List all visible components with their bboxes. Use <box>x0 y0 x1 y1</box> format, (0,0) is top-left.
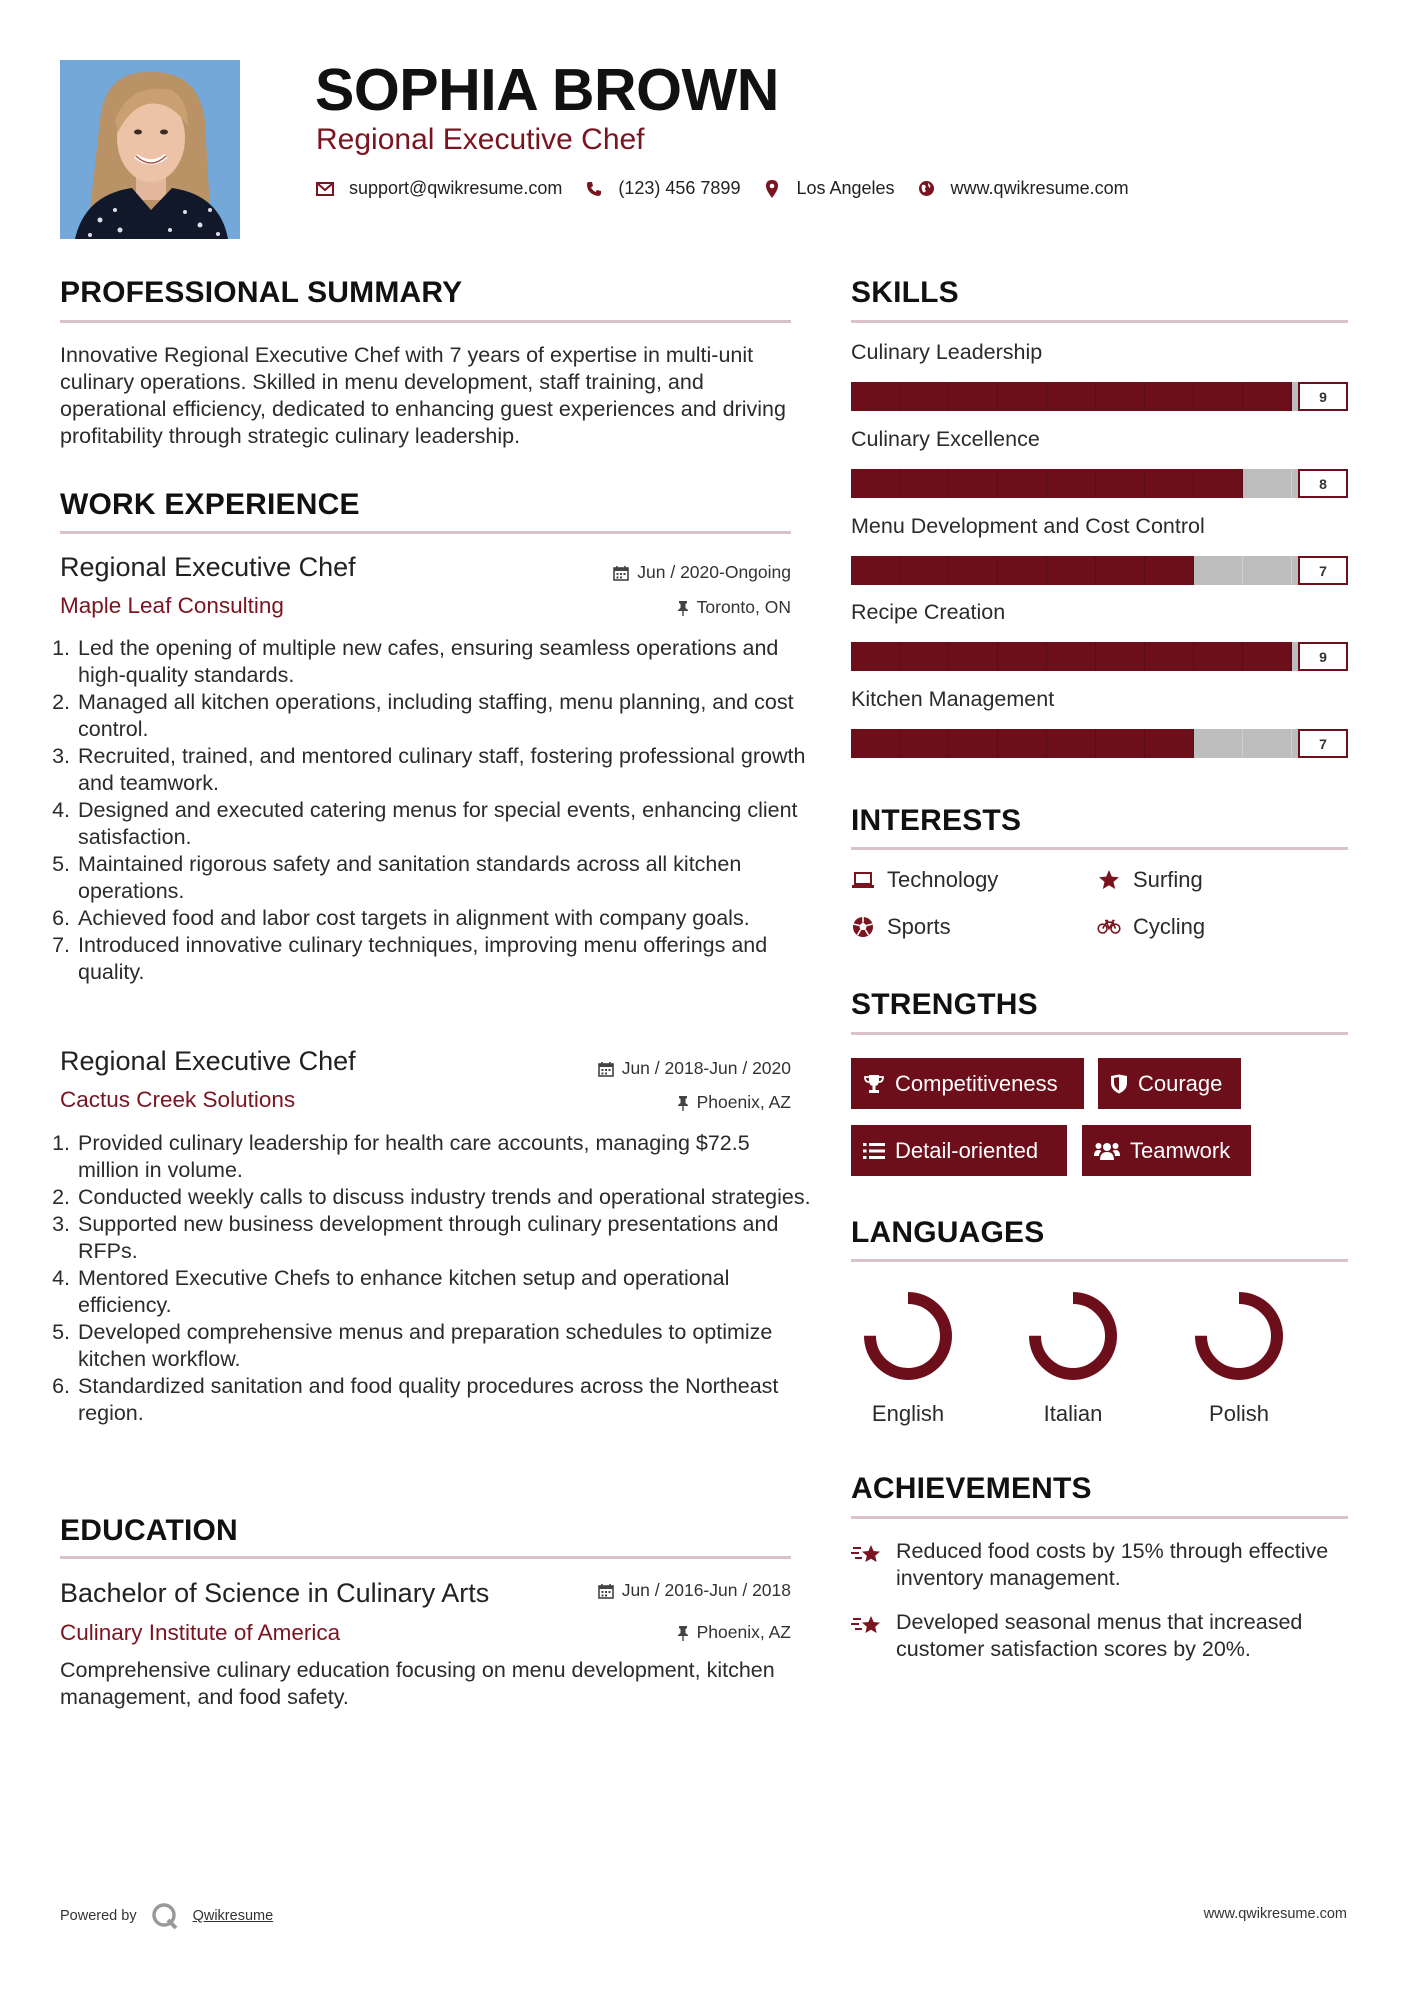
list-icon <box>863 1142 885 1160</box>
education-dates <box>598 1580 791 1601</box>
skill-segment-filled <box>998 382 1047 411</box>
website-text: www.qwikresume.com <box>950 178 1129 198</box>
languages-divider <box>851 1259 1348 1262</box>
language-proficiency-ring <box>1189 1286 1289 1386</box>
list-item: 4. Mentored Executive Chefs to enhance kitchen setup and operational efficiency. <box>76 1265 811 1319</box>
skill-label: Culinary Excellence <box>851 427 1040 451</box>
powered-by-label: Powered by <box>60 1908 137 1924</box>
job-dates-text: Jun / 2020-Ongoing <box>637 562 791 582</box>
skill-label: Kitchen Management <box>851 687 1055 711</box>
skill-segment-filled <box>949 642 998 671</box>
phone-icon <box>584 179 604 199</box>
list-item: 1. Led the opening of multiple new cafes, ensuring seamless operations and high-quality standards. <box>76 635 811 689</box>
skills-heading: SKILLS <box>851 276 959 309</box>
strengths-divider <box>851 1032 1348 1035</box>
skill-segment-filled <box>1145 556 1194 585</box>
language-proficiency-ring <box>858 1286 958 1386</box>
footer-website[interactable]: www.qwikresume.com <box>1203 1906 1347 1922</box>
interest-item <box>851 867 998 893</box>
list-item: 6. Achieved food and labor cost targets in alignment with company goals. <box>76 905 811 932</box>
languages-heading: LANGUAGES <box>851 1216 1045 1249</box>
job-company: Cactus Creek Solutions <box>60 1087 296 1112</box>
skill-segment-filled <box>851 729 900 758</box>
skill-segment-empty <box>1243 729 1292 758</box>
skill-segment-filled <box>998 469 1047 498</box>
strength-chip <box>851 1058 1084 1109</box>
achievement-text: Developed seasonal menus that increased customer satisfaction scores by 20%. <box>896 1610 1303 1661</box>
education-heading: EDUCATION <box>60 1514 238 1547</box>
skill-segment-filled <box>900 556 949 585</box>
contact-location <box>762 178 894 199</box>
achievement-item <box>851 1538 1348 1592</box>
skill-segment-filled <box>1194 642 1243 671</box>
skill-score: 9 <box>1298 642 1348 671</box>
skill-bar <box>851 642 1341 671</box>
skills-divider <box>851 320 1348 323</box>
users-icon <box>1094 1141 1120 1161</box>
strength-chip <box>851 1125 1067 1176</box>
list-item: 1. Provided culinary leadership for health care accounts, managing $72.5 million in volume. <box>76 1130 811 1184</box>
calendar-icon <box>598 1583 614 1599</box>
skill-segment-empty <box>1243 469 1292 498</box>
map-pin-icon <box>762 179 782 199</box>
skill-segment-filled <box>1096 556 1145 585</box>
skill-segment-filled <box>1047 469 1096 498</box>
trophy-icon <box>863 1074 885 1094</box>
job-dates <box>598 1058 791 1079</box>
achievement-text: Reduced food costs by 15% through effective inventory management. <box>896 1539 1329 1590</box>
interest-item <box>1097 914 1205 940</box>
language-label: Polish <box>1209 1401 1269 1426</box>
job-bullet-list <box>57 635 811 986</box>
language-item <box>1013 1286 1133 1427</box>
interest-label: Cycling <box>1133 914 1206 939</box>
list-item: 2. Managed all kitchen operations, including staffing, menu planning, and cost control. <box>76 689 811 743</box>
interest-item <box>851 914 951 940</box>
candidate-name: SOPHIA BROWN <box>315 57 779 123</box>
skill-segment-filled <box>998 642 1047 671</box>
skill-bar <box>851 729 1341 758</box>
skill-segment-filled <box>1243 642 1292 671</box>
skill-segment-filled <box>949 382 998 411</box>
list-item: 2. Conducted weekly calls to discuss industry trends and operational strategies. <box>76 1184 811 1211</box>
shooting-star-icon <box>851 1613 885 1642</box>
job-title: Regional Executive Chef <box>60 552 356 582</box>
skill-segment-filled <box>1145 642 1194 671</box>
pushpin-icon <box>677 1625 689 1641</box>
achievements-heading: ACHIEVEMENTS <box>851 1472 1092 1505</box>
skill-segment-filled <box>949 556 998 585</box>
skill-bar <box>851 382 1341 411</box>
skill-segment-empty <box>1194 556 1243 585</box>
skill-segment-filled <box>998 729 1047 758</box>
skill-segment-filled <box>900 382 949 411</box>
interests-divider <box>851 847 1348 850</box>
list-item: 5. Maintained rigorous safety and sanitation standards across all kitchen operations. <box>76 851 811 905</box>
language-level-arc <box>1035 1298 1111 1374</box>
school-name: Culinary Institute of America <box>60 1620 341 1645</box>
contact-website[interactable] <box>917 178 1129 199</box>
skill-segment-filled <box>851 642 900 671</box>
skill-segment-filled <box>1194 382 1243 411</box>
phone-text: (123) 456 7899 <box>618 178 741 198</box>
skill-segment-filled <box>1047 382 1096 411</box>
language-item <box>848 1286 968 1427</box>
summary-text: Innovative Regional Executive Chef with 7 years of expertise in multi-unit culinary operations. Skilled in menu development, staff training, and operational efficiency, dedicated to enhancing guest experiences and driving profitability through strategic culinary leadership. <box>60 343 786 448</box>
skill-segment-filled <box>1096 469 1145 498</box>
job-location-text: Toronto, ON <box>696 597 791 617</box>
email-text: support@qwikresume.com <box>349 178 563 198</box>
laptop-icon <box>851 869 875 891</box>
calendar-icon <box>613 565 629 581</box>
strengths-heading: STRENGTHS <box>851 988 1038 1021</box>
job-bullet-list <box>57 1130 811 1427</box>
qwikresume-logo-icon <box>151 1902 179 1930</box>
bicycle-icon <box>1097 916 1121 938</box>
job-location <box>677 597 791 618</box>
skill-score: 9 <box>1298 382 1348 411</box>
interest-label: Sports <box>887 914 951 939</box>
qwikresume-link[interactable]: Qwikresume <box>192 1908 274 1924</box>
profile-photo <box>60 60 240 239</box>
soccer-ball-icon <box>851 916 875 938</box>
skill-label: Recipe Creation <box>851 600 1006 624</box>
language-level-arc <box>870 1298 946 1374</box>
list-item: 3. Supported new business development through culinary presentations and RFPs. <box>76 1211 811 1265</box>
skill-score: 7 <box>1298 729 1348 758</box>
envelope-icon <box>315 179 335 199</box>
pushpin-icon <box>677 1095 689 1111</box>
summary-divider <box>60 320 791 323</box>
contact-bar <box>315 178 1151 199</box>
shield-icon <box>1110 1074 1128 1094</box>
interest-label: Surfing <box>1133 867 1203 892</box>
strength-chip <box>1082 1125 1251 1176</box>
calendar-icon <box>598 1061 614 1077</box>
language-label: Italian <box>1043 1401 1103 1426</box>
job-location-text: Phoenix, AZ <box>696 1092 791 1112</box>
skill-segment-filled <box>1194 469 1243 498</box>
contact-phone[interactable] <box>584 178 740 199</box>
list-item: 3. Recruited, trained, and mentored culinary staff, fostering professional growth and teamwork. <box>76 743 811 797</box>
interests-heading: INTERESTS <box>851 804 1022 837</box>
contact-email[interactable] <box>315 178 562 199</box>
pushpin-icon <box>677 600 689 616</box>
skill-segment-filled <box>900 729 949 758</box>
skill-segment-filled <box>1145 382 1194 411</box>
skill-score: 8 <box>1298 469 1348 498</box>
skill-segment-filled <box>1047 556 1096 585</box>
skill-segment-empty <box>1194 729 1243 758</box>
skill-segment-filled <box>998 556 1047 585</box>
strength-label: Courage <box>1138 1070 1223 1096</box>
job-dates-text: Jun / 2018-Jun / 2020 <box>621 1058 791 1078</box>
candidate-title: Regional Executive Chef <box>316 123 645 156</box>
list-item: 6. Standardized sanitation and food quality procedures across the Northeast region. <box>76 1373 811 1427</box>
interest-item <box>1097 867 1203 893</box>
strength-label: Detail-oriented <box>895 1137 1039 1163</box>
skill-segment-filled <box>851 382 900 411</box>
strength-chip <box>1098 1058 1241 1109</box>
skill-segment-filled <box>949 469 998 498</box>
list-item: 7. Introduced innovative culinary techniques, improving menu offerings and quality. <box>76 932 811 986</box>
star-icon <box>1097 869 1121 891</box>
education-location <box>677 1622 791 1643</box>
shooting-star-icon <box>851 1542 885 1571</box>
skill-bar <box>851 469 1341 498</box>
skill-segment-filled <box>1145 729 1194 758</box>
language-level-arc <box>1201 1298 1277 1374</box>
experience-divider <box>60 531 791 534</box>
strength-label: Teamwork <box>1130 1137 1231 1163</box>
language-item <box>1179 1286 1299 1427</box>
job-company: Maple Leaf Consulting <box>60 593 284 618</box>
skill-segment-filled <box>1047 642 1096 671</box>
skill-segment-filled <box>900 642 949 671</box>
skill-segment-filled <box>1096 729 1145 758</box>
list-item: 4. Designed and executed catering menus for special events, enhancing client satisfaction. <box>76 797 811 851</box>
skill-segment-filled <box>1243 382 1292 411</box>
footer-powered-by <box>60 1902 273 1930</box>
skill-segment-empty <box>1243 556 1292 585</box>
skill-segment-filled <box>900 469 949 498</box>
education-location-text: Phoenix, AZ <box>696 1622 791 1642</box>
job-dates <box>613 562 791 583</box>
language-proficiency-ring <box>1023 1286 1123 1386</box>
summary-heading: PROFESSIONAL SUMMARY <box>60 276 463 309</box>
skill-segment-filled <box>851 556 900 585</box>
skill-segment-filled <box>1145 469 1194 498</box>
skill-label: Culinary Leadership <box>851 340 1043 364</box>
education-description: Comprehensive culinary education focusing on menu development, kitchen management, and food safety. <box>60 1658 775 1709</box>
degree-title: Bachelor of Science in Culinary Arts <box>60 1578 490 1608</box>
job-location <box>677 1092 791 1113</box>
skill-label: Menu Development and Cost Control <box>851 514 1205 538</box>
skill-bar <box>851 556 1341 585</box>
language-label: English <box>871 1401 945 1426</box>
strength-label: Competitiveness <box>895 1070 1058 1096</box>
education-dates-text: Jun / 2016-Jun / 2018 <box>621 1580 791 1600</box>
list-item: 5. Developed comprehensive menus and preparation schedules to optimize kitchen workflow. <box>76 1319 811 1373</box>
education-divider <box>60 1556 791 1559</box>
skill-segment-filled <box>1047 729 1096 758</box>
globe-icon <box>917 179 937 199</box>
job-title: Regional Executive Chef <box>60 1046 356 1076</box>
skill-score: 7 <box>1298 556 1348 585</box>
skill-segment-filled <box>1096 642 1145 671</box>
skill-segment-filled <box>949 729 998 758</box>
achievement-item <box>851 1609 1348 1663</box>
interest-label: Technology <box>887 867 999 892</box>
achievements-divider <box>851 1516 1348 1519</box>
experience-heading: WORK EXPERIENCE <box>60 488 360 521</box>
skill-segment-filled <box>1096 382 1145 411</box>
location-text: Los Angeles <box>796 178 895 198</box>
skill-segment-filled <box>851 469 900 498</box>
